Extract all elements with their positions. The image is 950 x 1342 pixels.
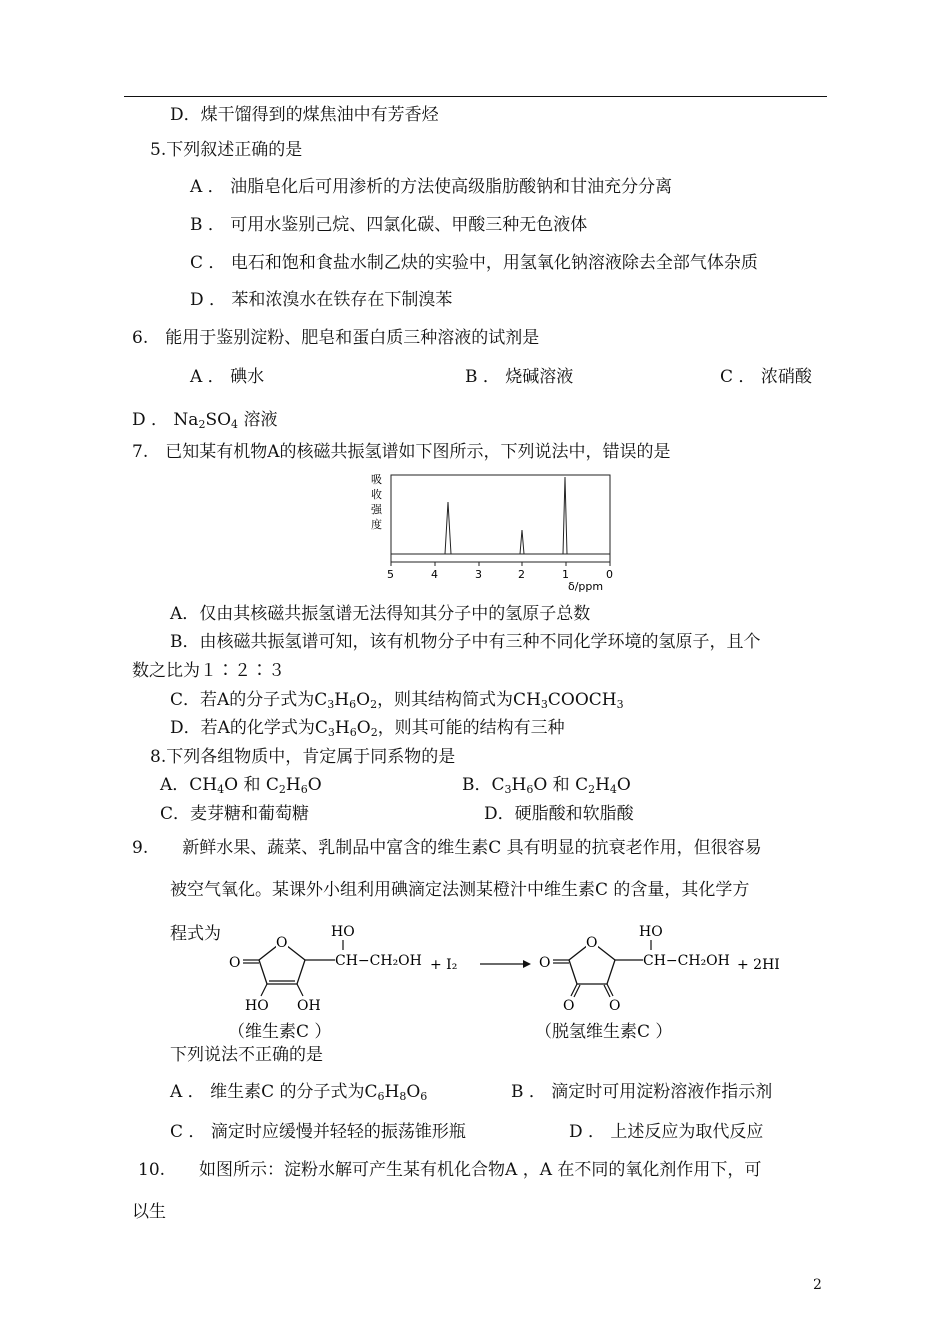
q7-option-b-line2: 数之比为１∶２∶３ bbox=[132, 661, 285, 681]
q5-stem: 5.下列叙述正确的是 bbox=[150, 140, 303, 160]
q6-option-a: A ． 碘水 bbox=[190, 367, 265, 387]
q4-option-d: D．煤干馏得到的煤焦油中有芳香烃 bbox=[170, 105, 439, 125]
plus-i2: + I₂ bbox=[430, 957, 458, 973]
vc-ho-top: HO bbox=[331, 924, 355, 940]
q6-option-b: B ． 烧碱溶液 bbox=[465, 367, 574, 387]
q7-option-a: A．仅由其核磁共振氢谱无法得知其分子中的氢原子总数 bbox=[170, 604, 591, 624]
dhvc-dk-bond-right-1 bbox=[607, 984, 613, 996]
q5-option-c: C ． 电石和饱和食盐水制乙炔的实验中，用氢氧化钠溶液除去全部气体杂质 bbox=[190, 253, 758, 273]
q9-option-d: D ． 上述反应为取代反应 bbox=[569, 1122, 764, 1142]
dhvc-keto-o: O bbox=[539, 955, 551, 971]
q9-follow: 下列说法不正确的是 bbox=[170, 1045, 323, 1065]
q5-option-b: B ． 可用水鉴别己烷、四氯化碳、甲酸三种无色液体 bbox=[190, 215, 588, 235]
q7-option-d: D．若A的化学式为$C_3H_6O_2$，则其可能的结构有三种 bbox=[170, 718, 565, 739]
tick-label-3: 3 bbox=[475, 568, 482, 581]
q7-option-c: C．若A的分子式为$C_3H_6O_2$，则其结构简式为$CH_3COOCH_3$ bbox=[170, 690, 624, 711]
vc-side-chain: CH−CH₂OH bbox=[335, 953, 422, 969]
tick-label-2: 2 bbox=[518, 568, 525, 581]
dhvc-dk-bond-right-2 bbox=[604, 985, 610, 997]
q9-option-c: C ． 滴定时应缓慢并轻轻的振荡锥形瓶 bbox=[170, 1122, 466, 1142]
q6-option-c: C ． 浓硝酸 bbox=[720, 367, 812, 387]
y-label-2: 收 bbox=[371, 488, 382, 501]
dhvc-dk-o-right: O bbox=[609, 998, 621, 1014]
dhvc-ho-top: HO bbox=[639, 924, 663, 940]
q7-stem: 7. 已知某有机物A的核磁共振氢谱如下图所示，下列说法中，错误的是 bbox=[132, 442, 671, 462]
q8-option-d: D．硬脂酸和软脂酸 bbox=[484, 804, 634, 824]
q8-option-a: A．$CH_4O$ 和 $C_2H_6O$ bbox=[160, 775, 322, 796]
vc-oh-bond-right bbox=[297, 984, 303, 996]
tick-label-5: 5 bbox=[387, 568, 394, 581]
dhvc-dk-bond-left-1 bbox=[571, 984, 577, 996]
q9-stem-line1: 9. 新鲜水果、蔬菜、乳制品中富含的维生素C 具有明显的抗衰老作用，但很容易 bbox=[132, 838, 762, 858]
tick-label-4: 4 bbox=[431, 568, 438, 581]
tick-label-1: 1 bbox=[562, 568, 569, 581]
vc-ho-left: HO bbox=[245, 998, 269, 1014]
dhvc-side-chain: CH−CH₂OH bbox=[643, 953, 730, 969]
vitamin-c-label: （维生素C ） bbox=[228, 1022, 332, 1042]
q5-option-a: A ． 油脂皂化后可用渗析的方法使高级脂肪酸钠和甘油充分分离 bbox=[190, 177, 673, 197]
plot-frame bbox=[391, 475, 610, 562]
y-label-3: 强 bbox=[371, 503, 382, 516]
q8-option-c: C．麦芽糖和葡萄糖 bbox=[160, 804, 310, 824]
q9-option-a: A ． 维生素C 的分子式为$C_6H_8O_6$ bbox=[170, 1082, 428, 1103]
peak-2.0ppm bbox=[520, 530, 524, 554]
vc-oh-bond-left bbox=[261, 984, 267, 996]
peak-4.4ppm bbox=[445, 502, 451, 554]
q8-stem: 8.下列各组物质中，肯定属于同系物的是 bbox=[150, 747, 456, 767]
q10-stem-line2: 以生 bbox=[132, 1202, 166, 1222]
vc-oh-right: OH bbox=[297, 998, 321, 1014]
vc-keto-o: O bbox=[229, 955, 241, 971]
y-label-4: 度 bbox=[371, 518, 382, 531]
tick-label-0: 0 bbox=[606, 568, 613, 581]
header-rule bbox=[124, 96, 827, 97]
dhvc-dk-o-left: O bbox=[563, 998, 575, 1014]
q6-option-d: D ． $Na_2SO_4$ 溶液 bbox=[132, 410, 278, 431]
y-label-1: 吸 bbox=[371, 473, 382, 486]
q5-option-d: D ． 苯和浓溴水在铁存在下制溴苯 bbox=[190, 290, 453, 310]
dehydro-vitamin-c-label: （脱氢维生素C ） bbox=[535, 1022, 673, 1042]
q9-stem-line3: 程式为 bbox=[170, 924, 221, 944]
dhvc-ring-o: O bbox=[586, 935, 598, 951]
q8-option-b: B．$C_3H_6O$ 和 $C_2H_4O$ bbox=[462, 775, 631, 796]
q9-stem-line2: 被空气氧化。某课外小组利用碘滴定法测某橙汁中维生素C 的含量，其化学方 bbox=[170, 880, 750, 900]
x-axis-label: δ/ppm bbox=[568, 580, 604, 592]
nmr-spectrum-chart bbox=[365, 470, 625, 592]
q9-option-b: B ． 滴定时可用淀粉溶液作指示剂 bbox=[511, 1082, 773, 1102]
peak-1.0ppm bbox=[563, 477, 567, 554]
reaction-arrow-head bbox=[523, 960, 531, 968]
q10-stem-line1: 10. 如图所示：淀粉水解可产生某有机化合物A ，A 在不同的氧化剂作用下，可 bbox=[138, 1160, 762, 1180]
dhvc-dk-bond-left-2 bbox=[574, 985, 580, 997]
vitamin-c-reaction-equation bbox=[225, 922, 805, 1022]
q7-option-b-line1: B．由核磁共振氢谱可知，该有机物分子中有三种不同化学环境的氢原子，且个 bbox=[170, 632, 761, 652]
page-number: 2 bbox=[813, 1277, 822, 1293]
vc-ring-o: O bbox=[276, 935, 288, 951]
plus-2hi: + 2HI bbox=[737, 957, 780, 973]
q6-stem: 6. 能用于鉴别淀粉、肥皂和蛋白质三种溶液的试剂是 bbox=[132, 328, 540, 348]
